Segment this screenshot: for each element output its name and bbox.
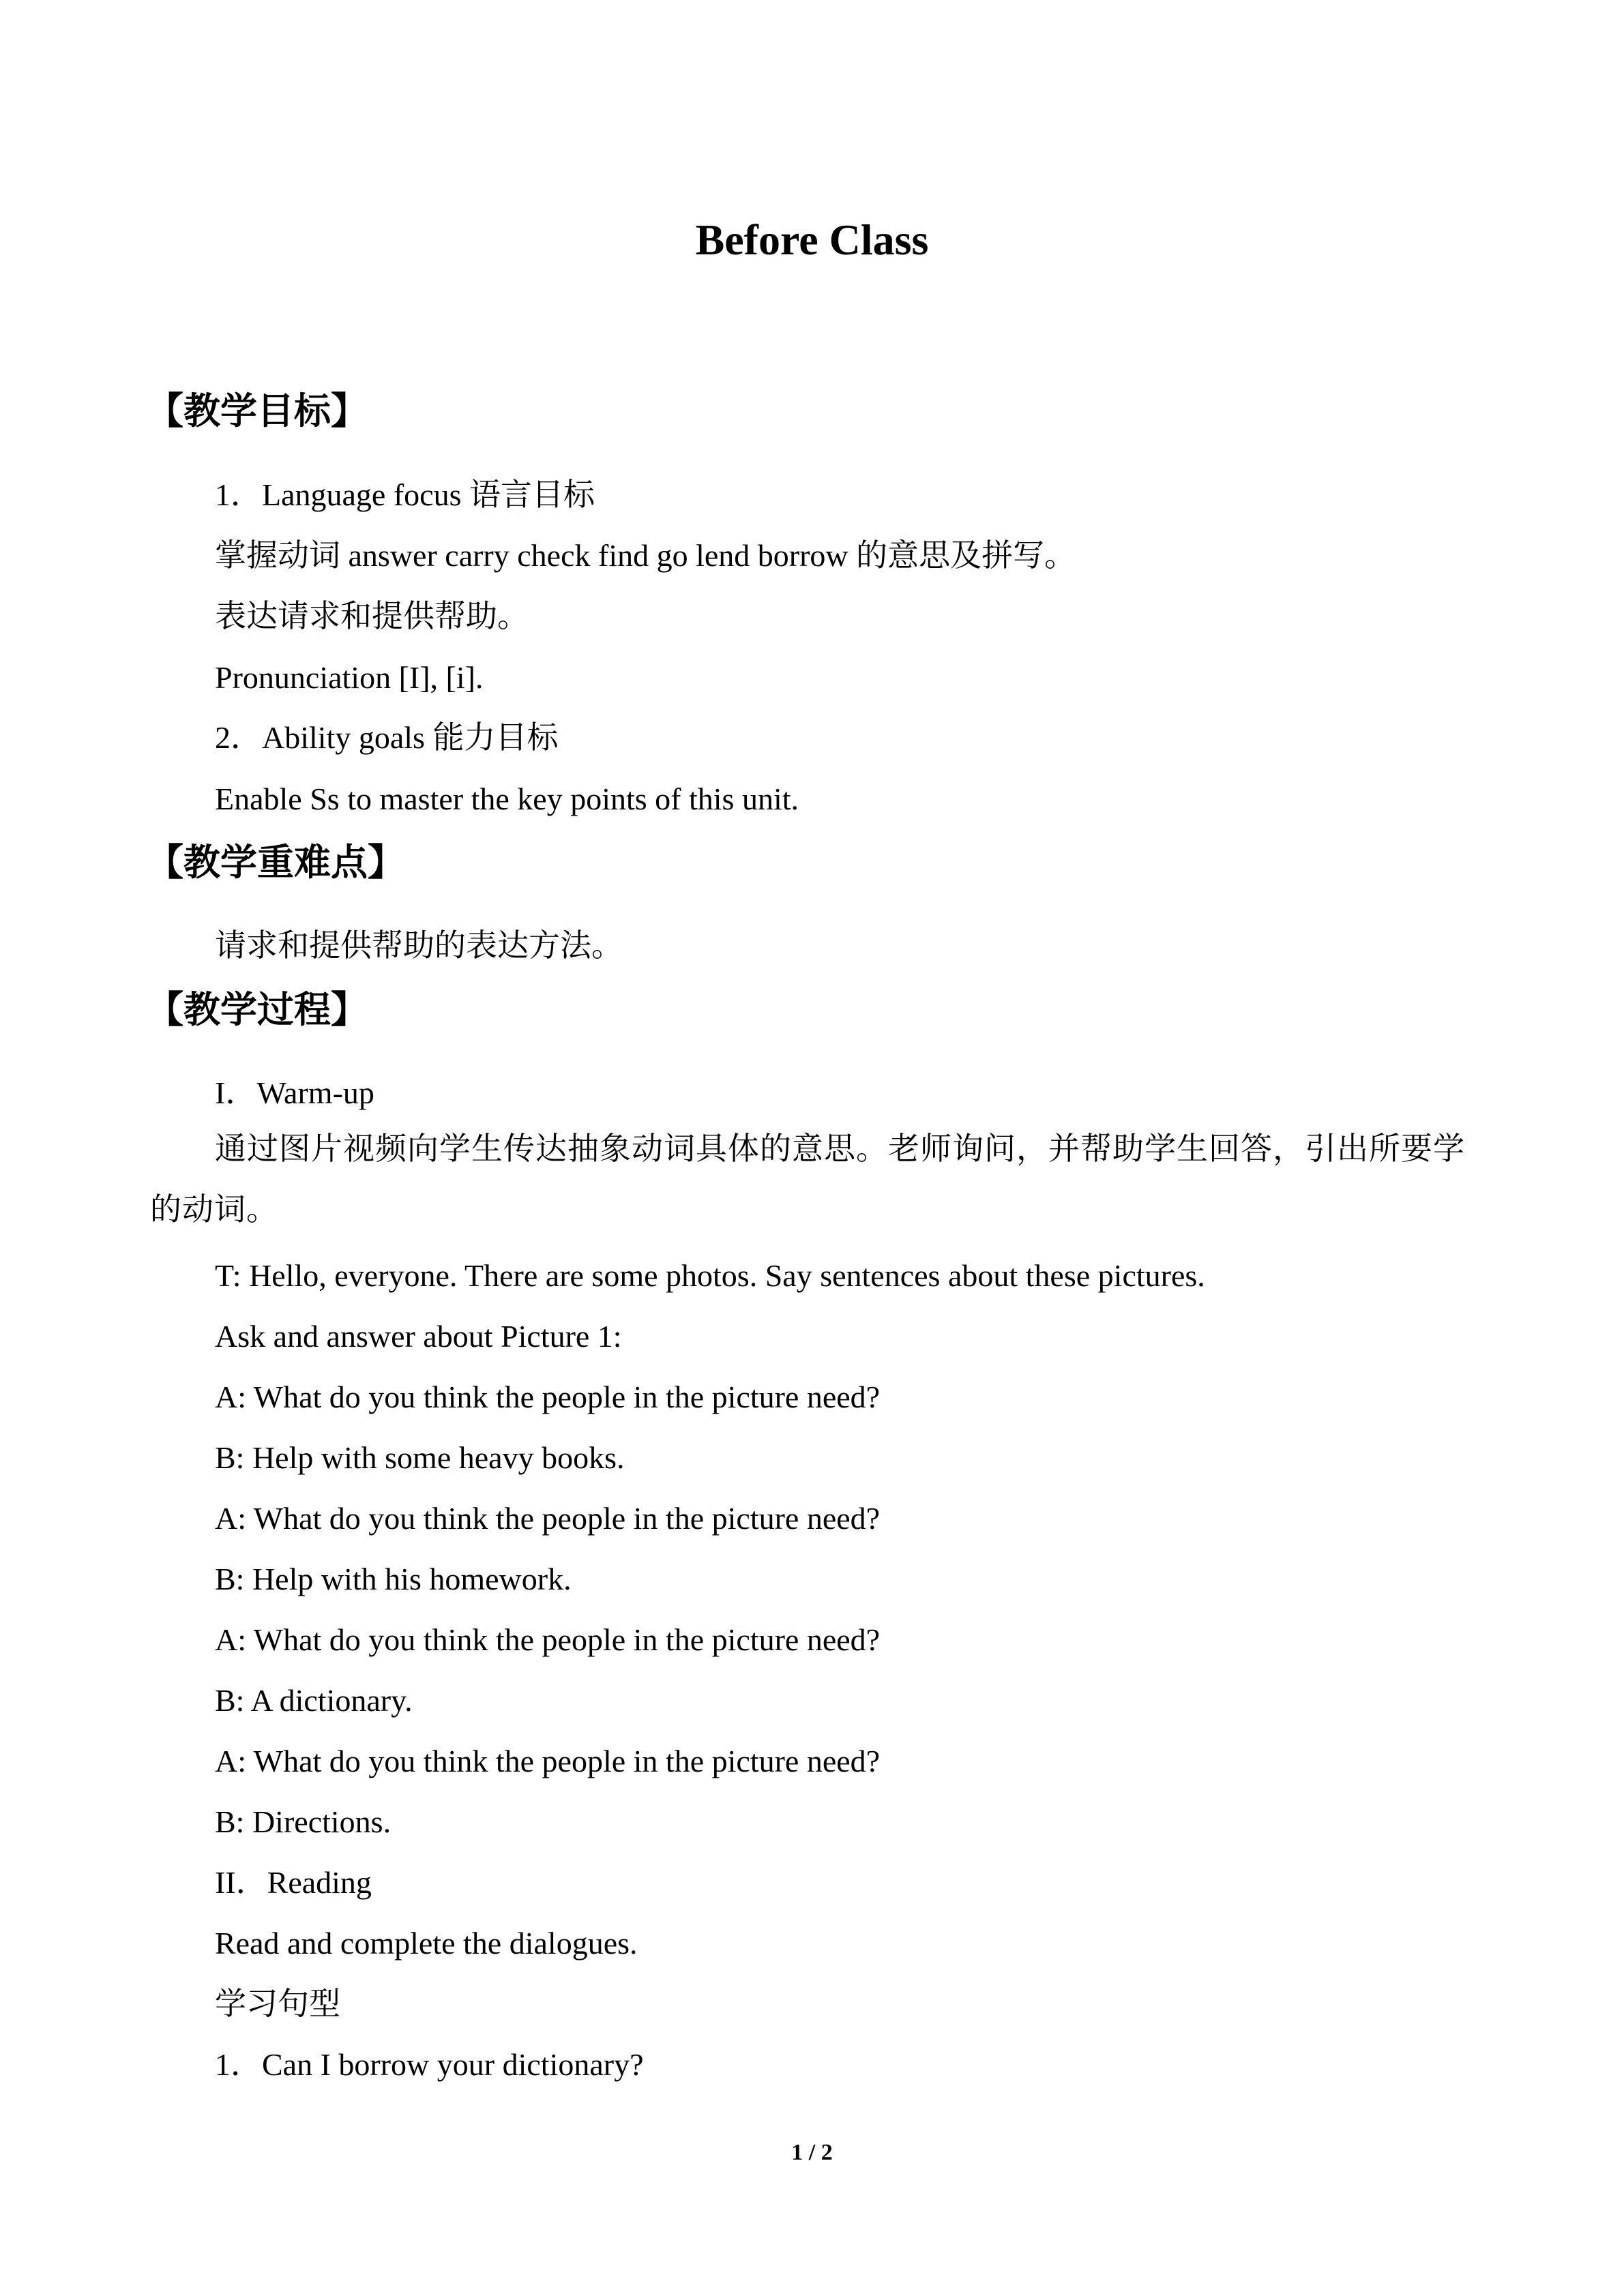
text-line: A: What do you think the people in the picture need? [215,1501,881,1536]
page-number: 1 / 2 [791,2140,833,2165]
text-line: B: Help with some heavy books. [215,1440,625,1475]
text-line: 2．Ability goals 能力目标 [215,720,559,755]
text-line: 表达请求和提供帮助。 [215,599,529,633]
subsection-title-warmup: I．Warm-up [215,1075,374,1110]
section-heading-objectives: 【教学目标】 [147,389,368,432]
text-line: 1．Language focus 语言目标 [215,477,595,512]
text-line: A: What do you think the people in the picture need? [215,1622,881,1657]
text-line: A: What do you think the people in the picture need? [215,1380,881,1414]
text-line: A: What do you think the people in the picture need? [215,1744,881,1778]
warmup-paragraph: 通过图片视频向学生传达抽象动词具体的意思。老师询问，并帮助学生回答，引出所要学的动词。 [150,1131,1465,1227]
section-heading-process: 【教学过程】 [147,988,368,1031]
text-line: B: Help with his homework. [215,1562,572,1596]
text-line: 掌握动词 answer carry check find go lend borrow 的意思及拼写。 [215,538,1076,573]
text-line: Read and complete the dialogues. [215,1926,638,1960]
text-line: 学习句型 [215,1986,340,2021]
text-line: B: A dictionary. [215,1683,413,1718]
text-line: Ask and answer about Picture 1: [215,1319,622,1354]
text-line: Enable Ss to master the key points of this unit. [215,781,799,816]
text-line: 请求和提供帮助的表达方法。 [215,928,623,963]
section-heading-key-points: 【教学重难点】 [147,841,404,884]
text-line: 1．Can I borrow your dictionary? [215,2047,644,2082]
text-line: T: Hello, everyone. There are some photos. Say sentences about these pictures. [215,1258,1205,1293]
text-line: B: Directions. [215,1804,392,1839]
document-title: Before Class [695,215,929,264]
text-line: Pronunciation [I], [i]. [215,660,484,695]
subsection-title-reading: II．Reading [215,1865,372,1900]
